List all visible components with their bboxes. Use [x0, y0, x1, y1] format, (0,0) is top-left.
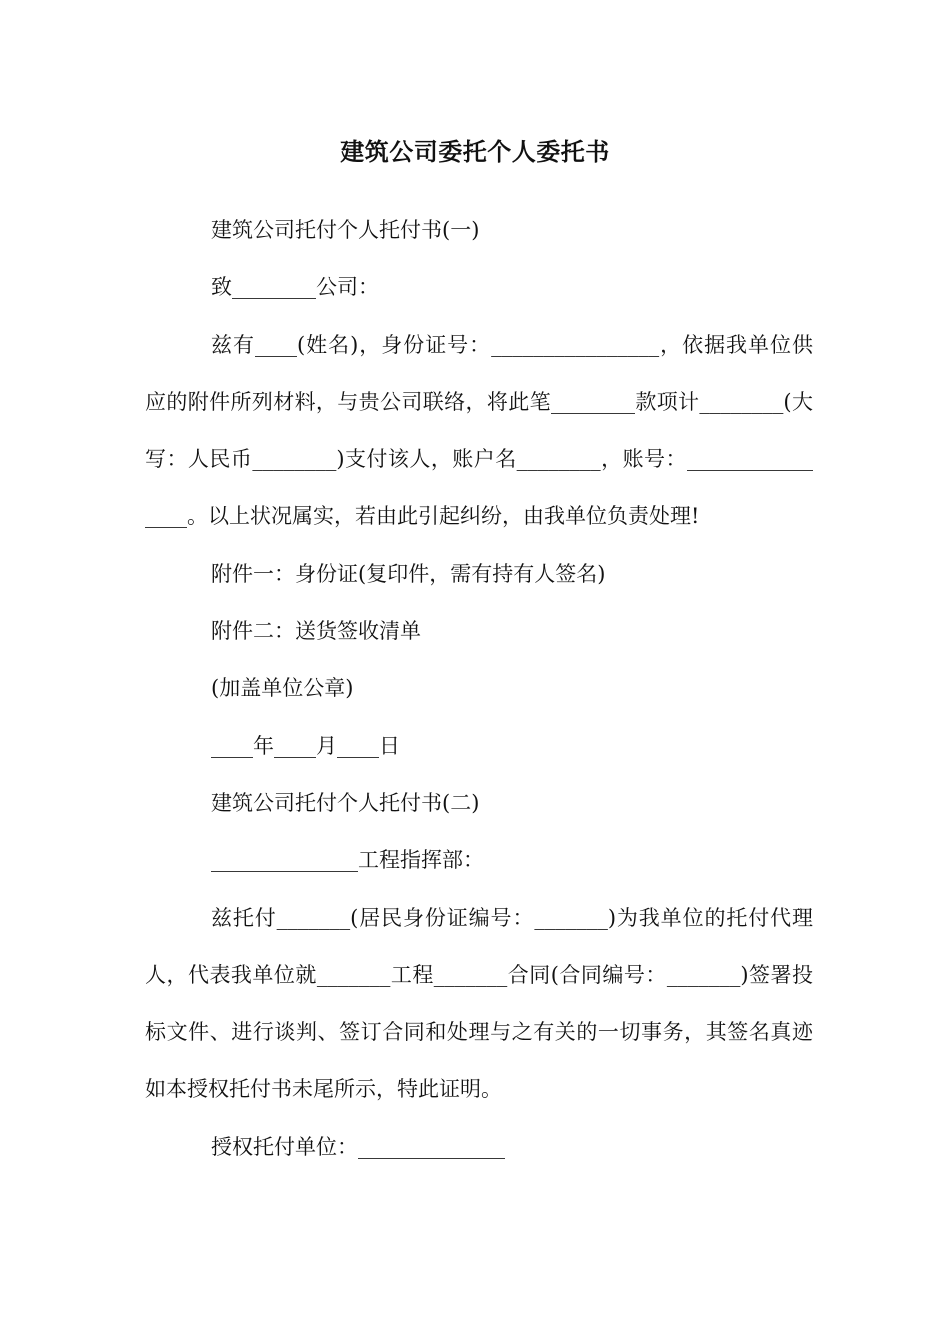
paragraph-heading-one: 建筑公司托付个人托付书(一) — [211, 218, 480, 242]
paragraph-authorizing-unit: 授权托付单位：______________ — [211, 1134, 505, 1159]
paragraph-attachment-one: 附件一：身份证(复印件，需有持有人签名) — [211, 561, 606, 586]
paragraph-seal-note: (加盖单位公章) — [211, 676, 354, 701]
paragraph-main-statement: 兹有____(姓名)，身份证号：________________，依据我单位供应的附件所列材料，与贵公司联络，将此笔________款项计________(大写：人民币________)支付该人，账户名________，账号：________________。以上状况属实，若由此引起纠纷，由我单位负责处理! — [145, 332, 813, 529]
paragraph-project-department: ______________工程指挥部： — [211, 848, 484, 873]
paragraph-date: ____年____月____日 — [211, 733, 400, 758]
document-body — [145, 202, 813, 1176]
paragraph-addressee: 致________公司： — [211, 275, 379, 300]
paragraph-heading-two: 建筑公司托付个人托付书(二) — [211, 790, 480, 815]
paragraph-authorization-statement: 兹托付_______(居民身份证编号：_______)为我单位的托付代理人，代表我单位就_______工程_______合同(合同编号：_______)签署投标文件、进行谈判、签订合同和处理与之有关的一切事务，其签名真迹如本授权托付书未尾所示，特此证明。 — [145, 905, 813, 1102]
document-title: 建筑公司委托个人委托书 — [340, 137, 610, 166]
paragraph-attachment-two: 附件二：送货签收清单 — [211, 619, 421, 644]
